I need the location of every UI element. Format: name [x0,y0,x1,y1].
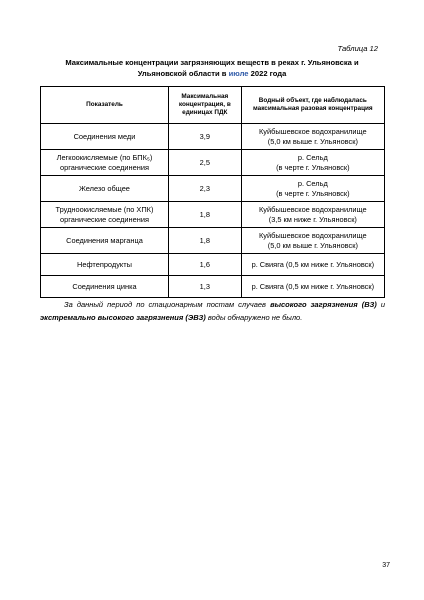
value-cell [168,254,241,276]
header-water-body: Водный объект, где наблюдалась максимальная разовая концентрация [241,87,384,124]
title-text-part1: Максимальные концентрации загрязняющих веществ в реках г. Ульяновска и Ульяновской области в [65,58,359,78]
value-cell-line: 1,6 [199,259,210,269]
location-cell-line: (5,0 км выше г. Ульяновск) [267,240,358,250]
location-cell-line: (в черте г. Ульяновск) [276,188,350,198]
note-text-1: За данный период по стационарным постам случаев [64,300,266,309]
indicator-cell [41,228,169,254]
value-cell [168,124,241,150]
value-cell [168,150,241,176]
table-row [41,150,385,176]
indicator-cell [41,254,169,276]
value-cell [168,276,241,298]
table-row [41,202,385,228]
indicator-cell-line: Трудноокисляемые (по ХПК) [55,205,154,215]
value-cell-line: 1,3 [199,281,210,291]
value-cell-line: 2,3 [199,183,210,193]
location-cell [241,124,384,150]
header-indicator: Показатель [41,87,169,124]
table-row [41,276,385,298]
indicator-cell [41,176,169,202]
location-cell-line: Куйбышевское водохранилище [259,205,367,215]
value-cell-line: 2,5 [199,157,210,167]
location-cell [241,254,384,276]
location-cell-line: р. Сельд [297,179,328,189]
value-cell-line: 3,9 [199,131,210,141]
location-cell-line: Куйбышевское водохранилище [259,231,367,241]
note-text-2: и [380,300,386,309]
location-cell [241,202,384,228]
location-cell-line: (3,5 км ниже г. Ульяновск) [268,214,357,224]
value-cell [168,228,241,254]
page-number: 37 [382,562,390,569]
value-cell [168,202,241,228]
indicator-cell-line: Нефтепродукты [77,259,132,269]
table-body [41,124,385,298]
header-max-concentration: Максимальная концентрация, в единицах ПДК [168,87,241,124]
indicator-cell-line: Соединения марганца [66,235,143,245]
title-text-part2: 2022 года [250,68,287,78]
note-bold-high-pollution: высокого загрязнения (ВЗ) [270,300,377,309]
table-row [41,254,385,276]
summary-note [40,299,385,324]
table-row [41,176,385,202]
location-cell [241,150,384,176]
title-month: июле [228,68,249,78]
table-row [41,228,385,254]
note-bold-extreme-pollution: экстремально высокого загрязнения (ЭВЗ) [40,312,206,322]
indicator-cell-line: Соединения меди [73,131,136,141]
value-cell [168,176,241,202]
table-title [60,58,364,79]
indicator-cell [41,150,169,176]
value-cell-line: 1,8 [199,209,210,219]
location-cell [241,228,384,254]
indicator-cell-line: органические соединения [60,214,149,224]
location-cell-line: (в черте г. Ульяновск) [276,162,350,172]
table-header-row [41,87,385,124]
location-cell [241,276,384,298]
value-cell-line: 1,8 [199,235,210,245]
indicator-cell-line: органические соединения [60,162,149,172]
location-cell-line: р. Свияга (0,5 км ниже г. Ульяновск) [251,281,375,291]
indicator-cell-line: Легкоокисляемые (по БПК₅) [56,153,153,163]
indicator-cell-line: Соединения цинка [72,281,137,291]
indicator-cell [41,276,169,298]
table-number-label: Таблица 12 [337,44,378,53]
location-cell-line: (5,0 км выше г. Ульяновск) [267,136,358,146]
location-cell-line: Куйбышевское водохранилище [259,127,367,137]
location-cell-line: р. Сельд [297,153,328,163]
location-cell [241,176,384,202]
pollutant-concentration-table [40,86,385,298]
location-cell-line: р. Свияга (0,5 км ниже г. Ульяновск) [251,259,375,269]
indicator-cell [41,202,169,228]
note-text-3: воды обнаружено не было. [207,312,303,322]
indicator-cell [41,124,169,150]
indicator-cell-line: Железо общее [79,183,130,193]
table-row [41,124,385,150]
